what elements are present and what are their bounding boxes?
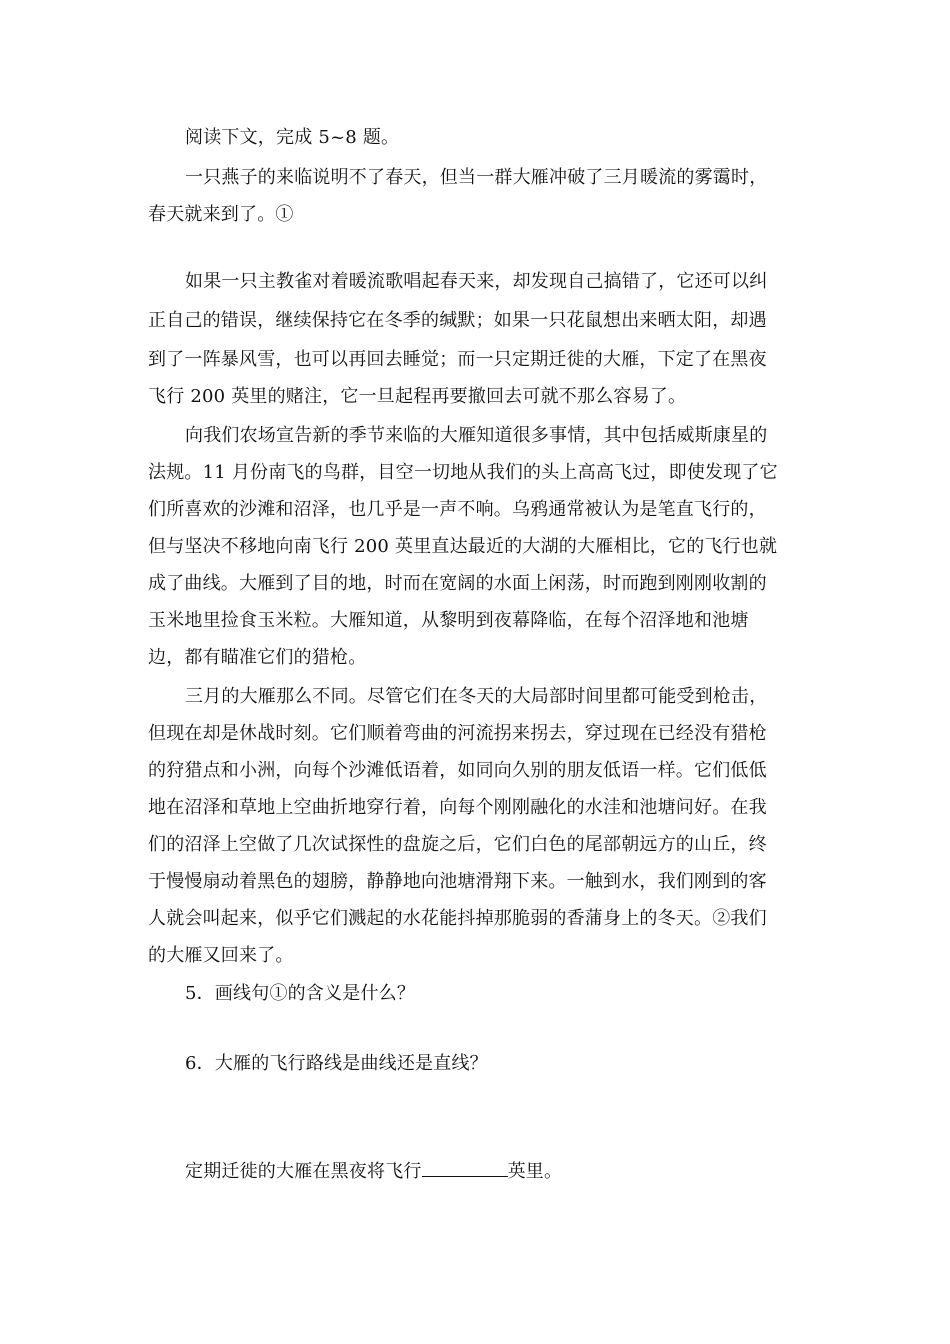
- paragraph-3-line-4: 但与坚决不移地向南飞行 200 英里直达最近的大湖的大雁相比，它的飞行也就: [148, 536, 778, 557]
- paragraph-2-line-4: 飞行 200 英里的赌注，它一旦起程再要撤回去可就不那么容易了。: [148, 386, 687, 407]
- paragraph-1-line-2: 春天就来到了。①: [148, 204, 294, 225]
- answer-blank[interactable]: [422, 1158, 508, 1177]
- paragraph-3-line-7: 边，都有瞄准它们的猎枪。: [148, 647, 367, 668]
- paragraph-3-line-5: 成了曲线。大雁到了目的地，时而在宽阔的水面上闲荡，时而跑到刚刚收割的: [148, 573, 767, 594]
- question-6: 6．大雁的飞行路线是曲线还是直线？: [185, 1053, 488, 1074]
- paragraph-2-line-3: 到了一阵暴风雪，也可以再回去睡觉；而一只定期迁徙的大雁，下定了在黑夜: [148, 349, 767, 370]
- paragraph-4-line-6: 于慢慢扇动着黑色的翅膀，静静地向池塘滑翔下来。一触到水，我们刚到的客: [148, 871, 767, 892]
- paragraph-4-line-2: 但现在却是休战时刻。它们顺着弯曲的河流拐来拐去，穿过现在已经没有猎枪: [148, 723, 767, 744]
- paragraph-1-line-1: 一只燕子的来临说明不了春天，但当一群大雁冲破了三月暖流的雾霭时，: [185, 167, 768, 188]
- paragraph-3-line-6: 玉米地里捡食玉米粒。大雁知道，从黎明到夜幕降临，在每个沼泽地和池塘: [148, 610, 749, 631]
- paragraph-3-line-3: 们所喜欢的沙滩和沼泽，也几乎是一声不响。乌鸦通常被认为是笔直飞行的，: [148, 499, 767, 520]
- paragraph-4-line-1: 三月的大雁那么不同。尽管它们在冬天的大局部时间里都可能受到枪击，: [185, 686, 768, 707]
- reading-instruction: 阅读下文，完成 5~8 题。: [185, 127, 400, 148]
- paragraph-4-line-5: 们的沼泽上空做了几次试探性的盘旋之后，它们白色的尾部朝远方的山丘，终: [148, 834, 767, 855]
- question-5: 5．画线句①的含义是什么？: [185, 983, 416, 1004]
- fill-in-prefix: 定期迁徙的大雁在黑夜将飞行: [185, 1161, 422, 1182]
- paragraph-4-line-7: 人就会叫起来，似乎它们溅起的水花能抖掉那脆弱的香蒲身上的冬天。②我们: [148, 908, 767, 929]
- paragraph-2-line-2: 正自己的错误，继续保持它在冬季的缄默；如果一只花鼠想出来晒太阳，却遇: [148, 310, 767, 331]
- paragraph-4-line-3: 的狩猎点和小洲，向每个沙滩低语着，如同向久别的朋友低语一样。它们低低: [148, 760, 767, 781]
- paragraph-4-line-8: 的大雁又回来了。: [148, 945, 294, 966]
- paragraph-3-line-2: 法规。11 月份南飞的鸟群，目空一切地从我们的头上高高飞过，即使发现了它: [148, 462, 778, 483]
- paragraph-4-line-4: 地在沼泽和草地上空曲折地穿行着，向每个刚刚融化的水洼和池塘问好。在我: [148, 797, 767, 818]
- paragraph-3-line-1: 向我们农场宣告新的季节来临的大雁知道很多事情，其中包括威斯康星的: [185, 425, 768, 446]
- fill-in-question: [185, 1158, 562, 1184]
- paragraph-2-line-1: 如果一只主教雀对着暖流歌唱起春天来，却发现自己搞错了，它还可以纠: [185, 271, 768, 292]
- fill-in-suffix: 英里。: [507, 1161, 563, 1182]
